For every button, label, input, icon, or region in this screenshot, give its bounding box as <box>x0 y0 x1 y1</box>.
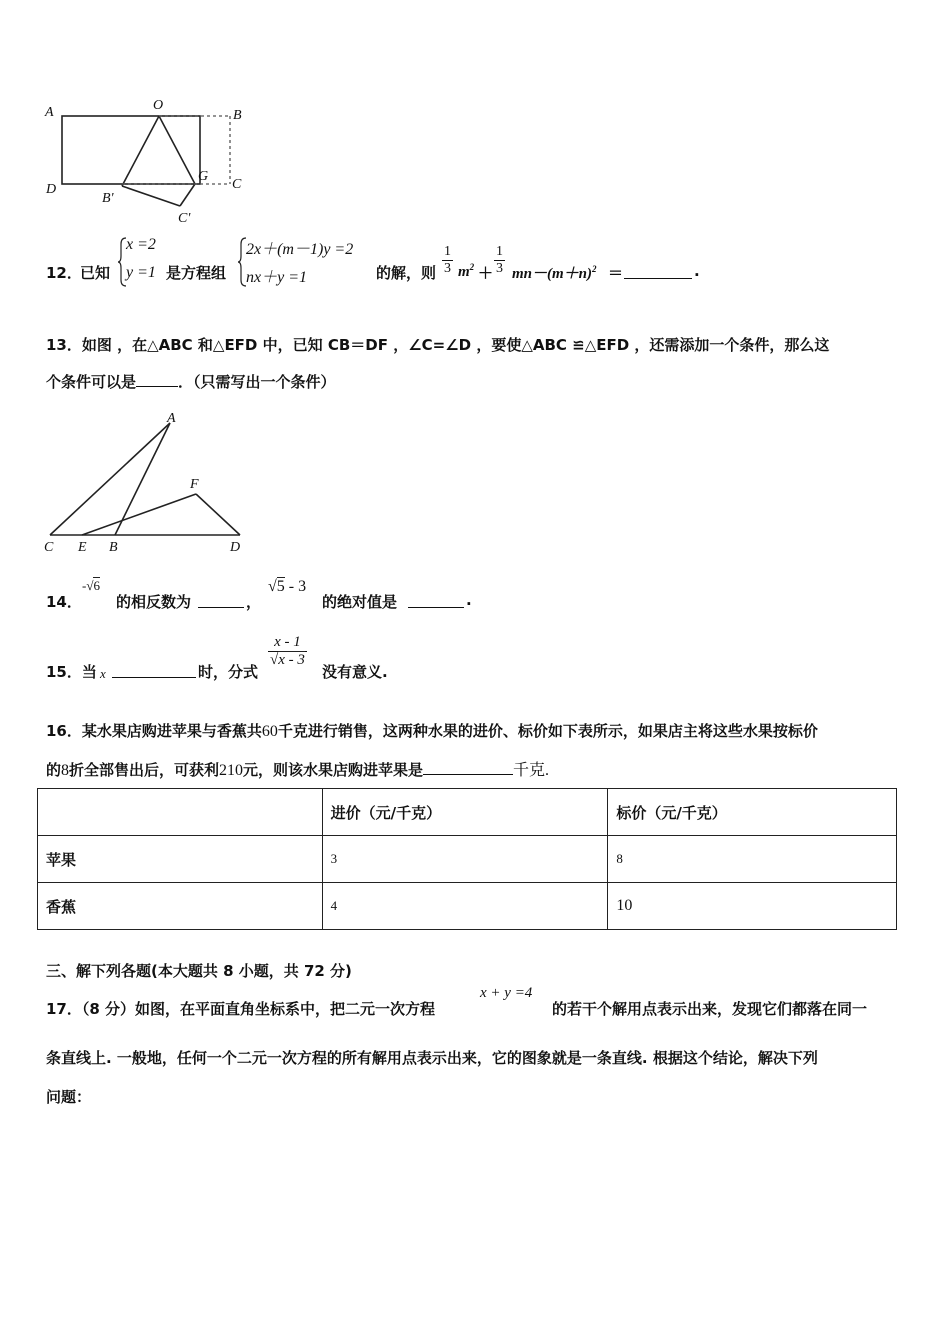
label-C: C <box>232 177 242 192</box>
label-B: B <box>233 108 242 123</box>
label-G: G <box>198 169 209 184</box>
section-heading: 三、解下列各题(本大题共 8 小题，共 72 分) <box>46 962 352 980</box>
label-C-prime: C' <box>178 211 191 226</box>
fraction-expression: $\frac{x - 1}{√x - 3}$ <box>270 634 305 669</box>
table-header-cell: 进价（元/千克） <box>322 789 608 836</box>
rectangle-fold-figure <box>40 96 255 228</box>
answer-blank[interactable] <box>136 372 178 387</box>
table-cell: 10 <box>608 883 897 930</box>
fraction-one-third: $\frac{1}{3}$ <box>444 244 451 277</box>
table-row <box>38 883 897 930</box>
question-13-line2: 个条件可以是 ．（只需写出一个条件） <box>46 373 336 391</box>
label-A: A <box>45 105 54 120</box>
answer-blank[interactable] <box>112 663 196 678</box>
sqrt5-minus-3: √5 - 3 <box>268 578 307 595</box>
answer-blank[interactable] <box>198 593 244 608</box>
question-17-line3: 问题： <box>46 1088 92 1106</box>
question-16-line2: 的8折全部售出后，可获利210元，则该水果店购进苹果是 千克. <box>46 761 550 779</box>
label-E: E <box>78 540 87 555</box>
label-A: A <box>167 411 176 426</box>
neg-sqrt6: -√6 <box>82 578 100 593</box>
table-cell: 苹果 <box>38 836 323 883</box>
label-C: C <box>44 540 54 555</box>
triangle-figure <box>40 408 255 558</box>
answer-blank[interactable] <box>423 760 513 775</box>
table-cell: 3 <box>322 836 608 883</box>
label-D: D <box>46 182 57 197</box>
question-17-line2: 条直线上. 一般地，任何一个二元一次方程的所有解用点表示出来，它的图象就是一条直线. 根据这个结论，解决下列 <box>46 1049 818 1067</box>
answer-blank[interactable] <box>624 264 692 279</box>
fraction-one-third: $\frac{1}{3}$ <box>496 244 503 277</box>
price-table <box>37 788 897 930</box>
table-cell: 8 <box>608 836 897 883</box>
question-16-line1: 16．某水果店购进苹果与香蕉共60千克进行销售，这两种水果的进价、标价如下表所示，如果店主将这些水果按标价 <box>46 722 818 740</box>
label-O: O <box>153 98 164 113</box>
table-cell: 香蕉 <box>38 883 323 930</box>
label-D: D <box>230 540 241 555</box>
table-header-cell: 标价（元/千克） <box>608 789 897 836</box>
label-B: B <box>109 540 118 555</box>
answer-blank[interactable] <box>408 593 464 608</box>
table-cell: 4 <box>322 883 608 930</box>
label-F: F <box>190 477 199 492</box>
question-13-line1: 13．如图 ，在△ABC 和△EFD 中，已知 CB＝DF ，∠C=∠D ，要使△ABC ≌△EFD ，还需添加一个条件，那么这 <box>46 336 830 354</box>
table-header-cell <box>38 789 323 836</box>
label-B-prime: B' <box>102 191 114 206</box>
table-header-row <box>38 789 897 836</box>
table-row <box>38 836 897 883</box>
question-17-line1: 17．（8 分）如图，在平面直角坐标系中，把二元一次方程 x + y =4 的若干个解用点表示出来，发现它们都落在同一 <box>46 985 868 1018</box>
